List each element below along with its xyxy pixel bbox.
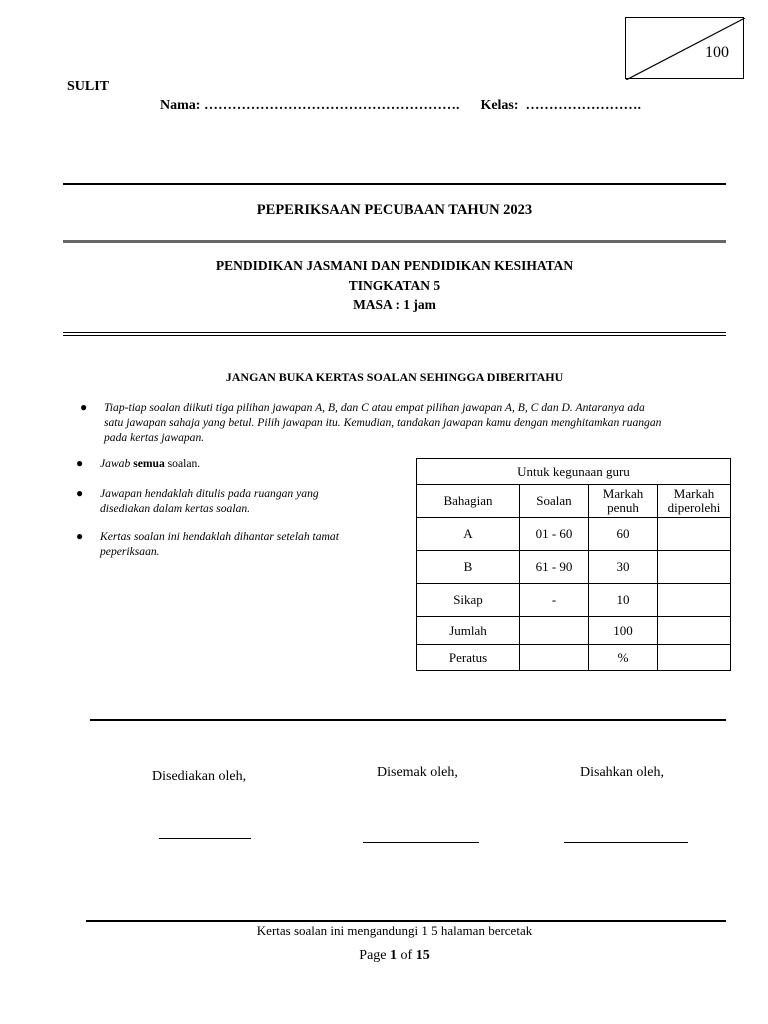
table-row: [417, 645, 731, 671]
divider-double-2: [63, 335, 726, 336]
cell-diperolehi[interactable]: [658, 551, 731, 584]
instruction-text: [100, 529, 390, 559]
instruction-text: [100, 486, 390, 516]
form-level: TINGKATAN 5: [348, 278, 441, 293]
cell-soalan: [520, 645, 589, 671]
total-score: 100: [705, 44, 729, 61]
divider-signatures: [90, 719, 726, 721]
checked-by-label: Disemak oleh,: [377, 765, 458, 780]
table-row: [417, 551, 731, 584]
cell-soalan: -: [520, 584, 589, 617]
page-prefix: Page: [359, 948, 391, 963]
instruction-word: soalan.: [167, 457, 201, 470]
checked-signature-line[interactable]: [363, 842, 479, 843]
instruction-text: [104, 400, 744, 445]
table-row: [417, 617, 731, 645]
cell-bahagian: Jumlah: [417, 617, 520, 645]
cell-penuh: 60: [589, 518, 658, 551]
cell-bahagian: A: [417, 518, 520, 551]
score-box: [625, 17, 744, 79]
header-markah-diperolehi: [658, 485, 731, 518]
cell-penuh: 100: [589, 617, 658, 645]
instruction-line: Tiap-tiap soalan diikuti tiga pilihan jawapan A, B, dan C atau empat pilihan jawapan A, B, C dan D. Antaranya ada: [104, 401, 645, 414]
cell-bahagian: B: [417, 551, 520, 584]
exam-duration: MASA : 1 jam: [353, 297, 436, 312]
bullet-icon: ●: [76, 529, 84, 543]
cell-soalan: [520, 617, 589, 645]
approved-by-label: Disahkan oleh,: [580, 765, 664, 780]
cell-diperolehi[interactable]: [658, 617, 731, 645]
prepared-signature-line[interactable]: [159, 838, 251, 839]
instruction-line: satu jawapan sahaja yang betul. Pilih jawapan itu. Kemudian, tandakan jawapan kamu dengan menghitamkan ruangan: [104, 416, 662, 429]
name-field[interactable]: ……………………………………………….: [203, 98, 460, 113]
header-line: Markah: [602, 486, 644, 501]
divider-footer: [86, 920, 726, 922]
sulit-label: SULIT: [67, 79, 110, 94]
cell-soalan: 01 - 60: [520, 518, 589, 551]
instructions-heading: JANGAN BUKA KERTAS SOALAN SEHINGGA DIBERITAHU: [225, 370, 564, 384]
instruction-word: Jawab: [100, 457, 131, 470]
instruction-text: [100, 456, 390, 471]
student-info-line: [160, 98, 641, 114]
instruction-line: Kertas soalan ini hendaklah dihantar setelah tamat: [100, 530, 339, 543]
name-label: Nama:: [160, 98, 201, 113]
page-current: 1: [390, 948, 398, 963]
table-title: Untuk kegunaan guru: [417, 459, 731, 485]
divider-title: [63, 240, 726, 243]
class-label: Kelas:: [480, 98, 519, 113]
subject-title: PENDIDIKAN JASMANI DAN PENDIDIKAN KESIHATAN: [215, 258, 574, 273]
divider-top: [63, 183, 726, 185]
header-line: diperolehi: [667, 500, 721, 515]
teacher-use-table: [416, 458, 731, 671]
page-of: of: [397, 948, 416, 963]
cell-soalan: 61 - 90: [520, 551, 589, 584]
bullet-icon: ●: [80, 400, 88, 414]
header-bahagian: Bahagian: [417, 485, 520, 518]
cell-bahagian: Peratus: [417, 645, 520, 671]
cell-bahagian: Sikap: [417, 584, 520, 617]
cell-penuh: %: [589, 645, 658, 671]
cell-diperolehi[interactable]: [658, 645, 731, 671]
header-line: Markah: [673, 486, 715, 501]
table-row: [417, 584, 731, 617]
cell-diperolehi[interactable]: [658, 518, 731, 551]
page-total: 15: [415, 948, 430, 963]
instruction-line: disediakan dalam kertas soalan.: [100, 502, 251, 515]
header-markah-penuh: [589, 485, 658, 518]
exam-title: PEPERIKSAAN PECUBAAN TAHUN 2023: [256, 202, 533, 218]
header-line: penuh: [607, 500, 639, 515]
cell-penuh: 10: [589, 584, 658, 617]
page-count-note: Kertas soalan ini mengandungi 1 5 halaman bercetak: [256, 923, 533, 938]
bullet-icon: ●: [76, 486, 84, 500]
table-row: [417, 518, 731, 551]
cell-penuh: 30: [589, 551, 658, 584]
cell-diperolehi[interactable]: [658, 584, 731, 617]
bullet-icon: ●: [76, 456, 84, 470]
prepared-by-label: Disediakan oleh,: [152, 769, 247, 784]
page-number: [63, 948, 726, 964]
instruction-emphasis: semua: [133, 457, 165, 470]
instruction-line: Jawapan hendaklah ditulis pada ruangan yang: [100, 487, 319, 500]
approved-signature-line[interactable]: [564, 842, 688, 843]
divider-double-1: [63, 332, 726, 333]
header-soalan: Soalan: [520, 485, 589, 518]
instruction-line: pada kertas jawapan.: [104, 431, 205, 444]
instruction-line: peperiksaan.: [100, 545, 160, 558]
class-field[interactable]: …………………….: [525, 98, 642, 113]
